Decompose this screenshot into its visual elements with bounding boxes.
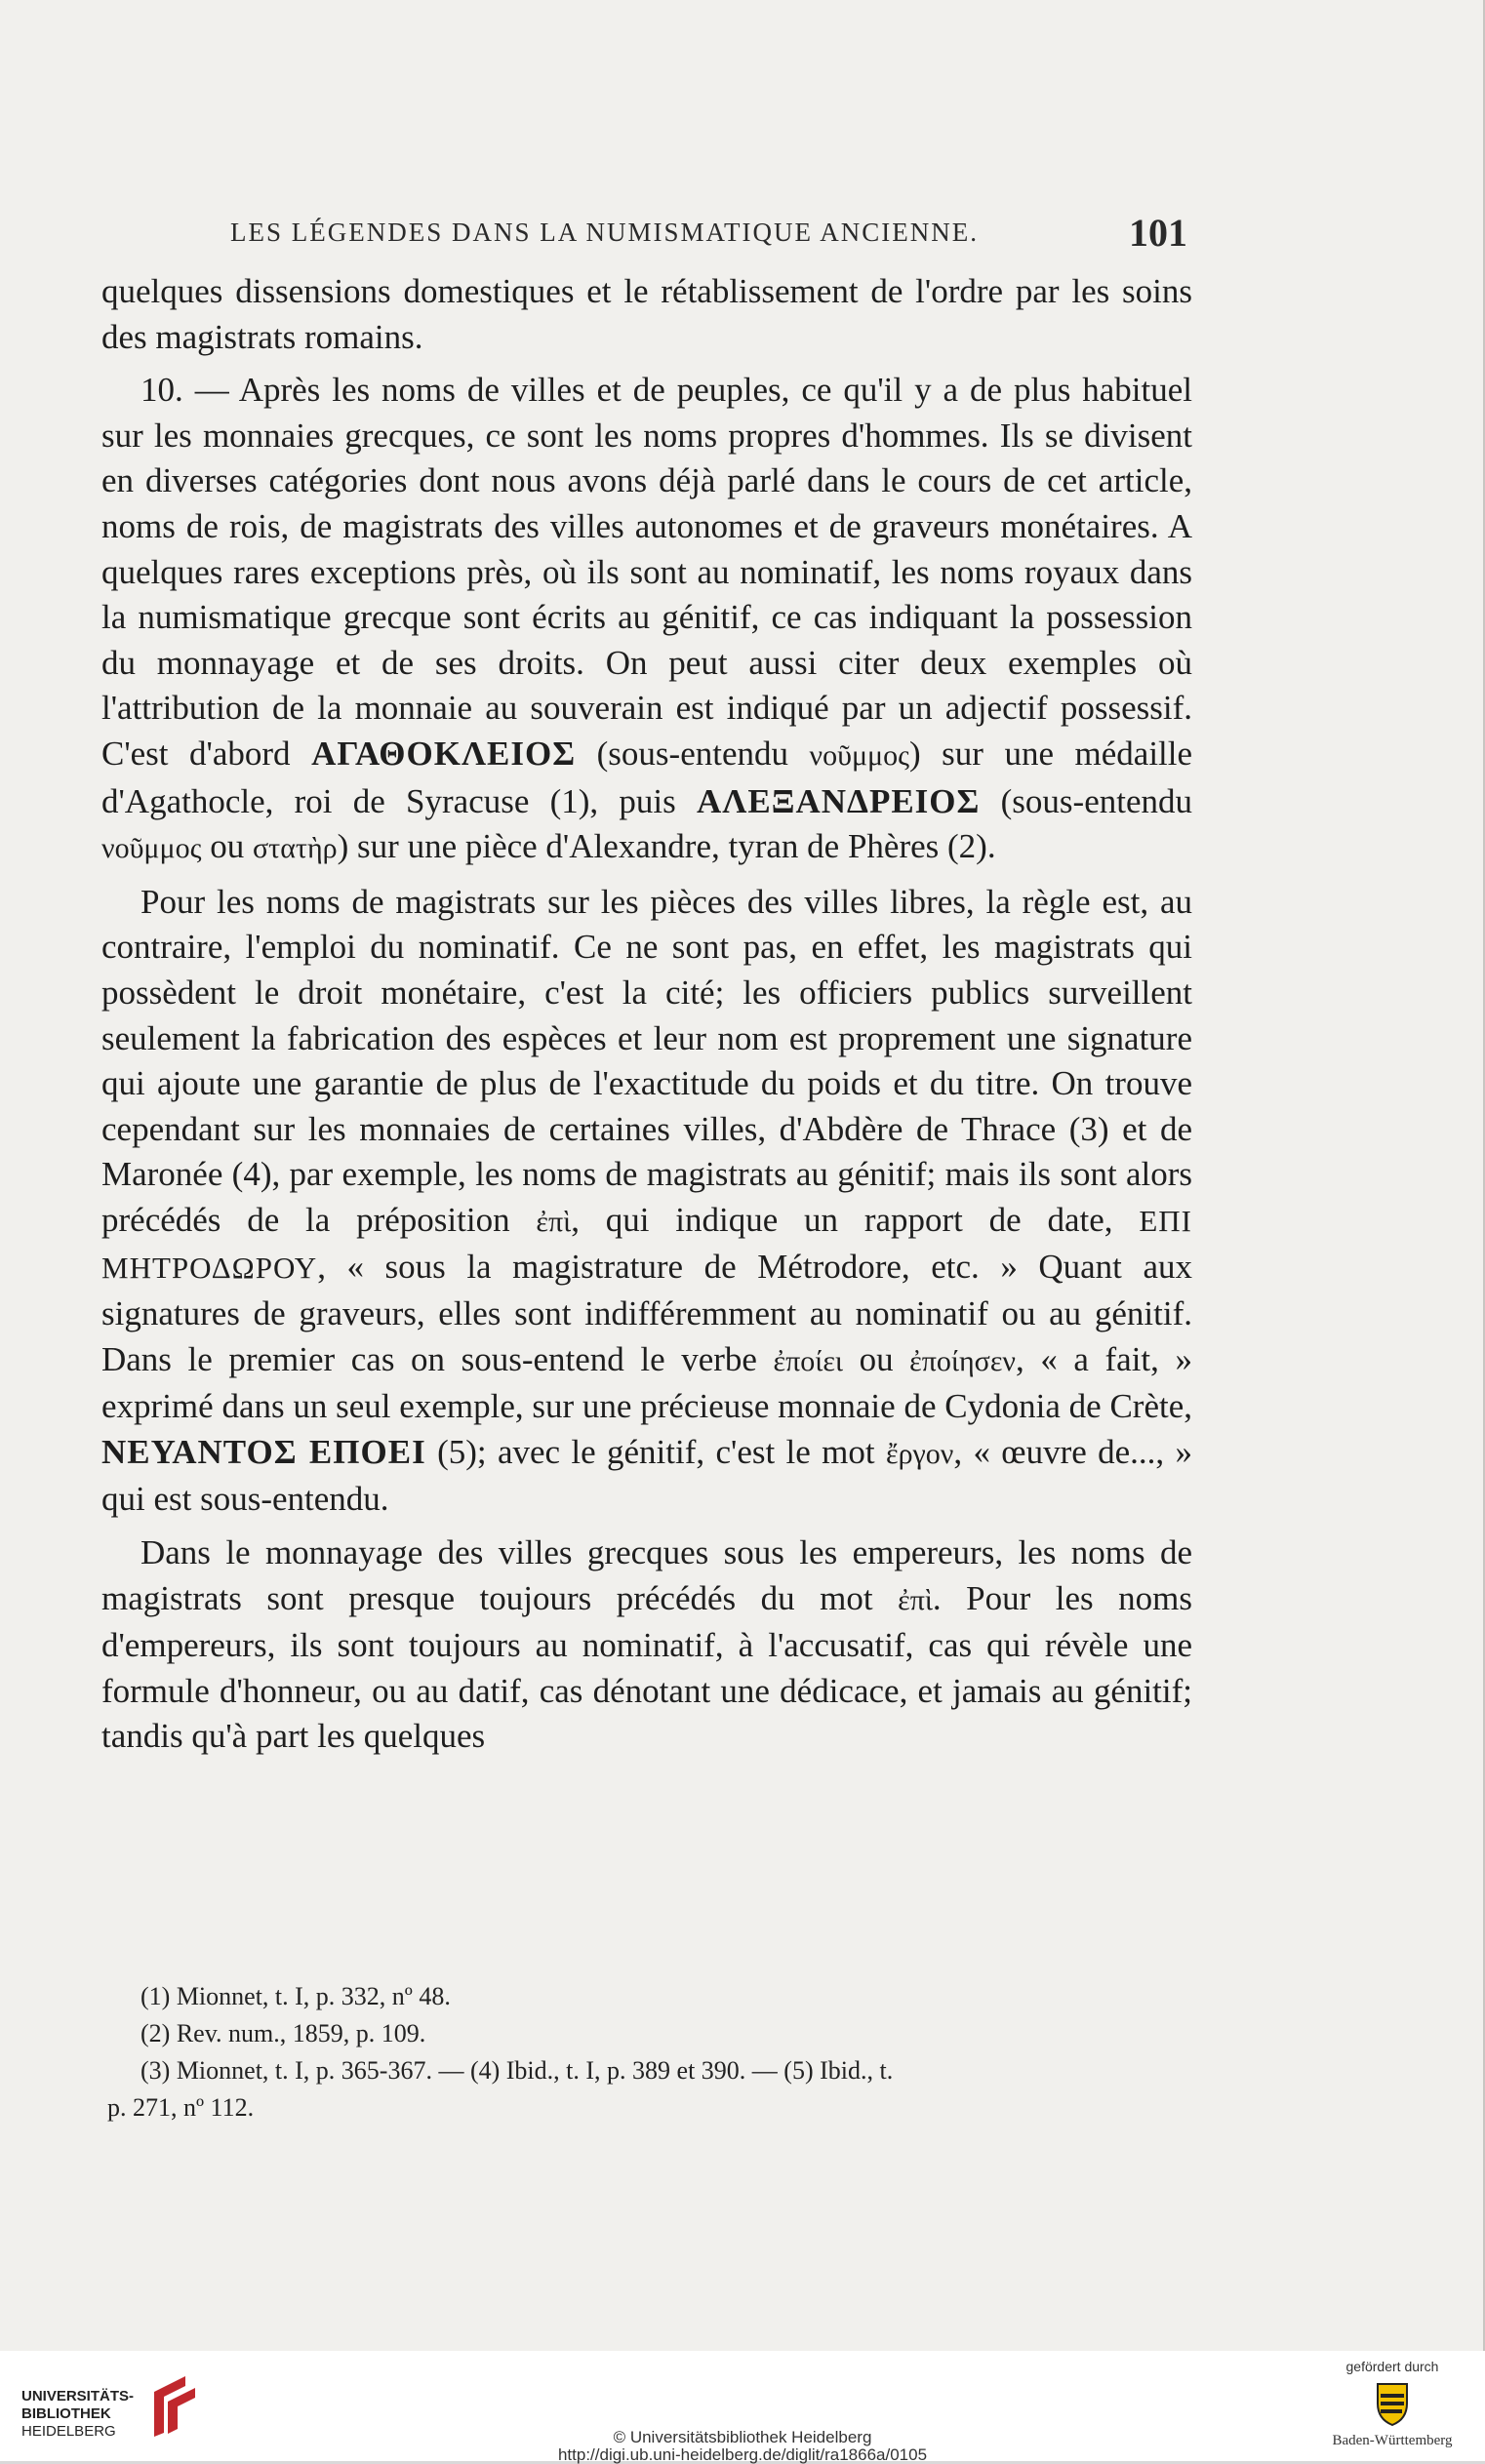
greek-legend: ΑΛΕΞΑΝΔΡΕΙΟΣ (697, 781, 981, 820)
text-run: (sous-entendu (596, 734, 788, 773)
text-run: , qui indique un rapport de date, (571, 1200, 1113, 1239)
text-run: , « sous la magistrature de Métrodore, etc. » Quant aux signatures de graveurs, elles sont indifféremment au nominatif ou au génitif. Dans le premier cas on sous-entend le verbe (101, 1248, 1192, 1378)
footer-bar (0, 2351, 1485, 2464)
greek-legend: ΝΕΥΑΝΤΟΣ ΕΠΟΕΙ (101, 1432, 426, 1471)
text-run: 10. — Après les noms de villes et de peuples, ce qu'il y a de plus habituel sur les monnaies grecques, ce sont les noms propres d'hommes. Ils se divisent en diverses catégories dont nous avons déjà parlé dans le cours de cet article, noms de rois, de magistrats des villes autonomes et de graveurs monétaires. A quelques rares exceptions près, où ils sont au nominatif, les noms royaux dans la numismatique grecque sont écrits au génitif, ce cas indiquant la possession du monnayage et de ses droits. On peut aussi citer deux exemples où l'attribution de la monnaie au souverain est indiqué par un adjectif possessif. C'est d'abord (101, 371, 1192, 773)
coat-of-arms-icon (1368, 2380, 1417, 2427)
library-line-1: UNIVERSITÄTS- (21, 2388, 135, 2404)
page-number: 101 (1129, 211, 1187, 255)
footnote-3-continuation: p. 271, nº 112. (107, 2093, 255, 2122)
sponsor-name: Baden-Württemberg (1332, 2433, 1453, 2448)
text-run: Pour les noms de magistrats sur les pièces des villes libres, la règle est, au contraire, l'emploi du nominatif. Ce ne sont pas, en effet, les magistrats qui possèdent le droit monétaire, c'est la cité; les officiers publics surveillent seulement la fabrication des espèces et leur nom est proprement une signature qui ajoute une garantie de plus de l'exactitude du poids et du titre. On trouve cependant sur les monnaies de certaines villes, d'Abdère de Thrace (3) et de Maronée (4), par exemple, les noms de magistrats au génitif; mais ils sont alors précédés de la préposition (101, 882, 1192, 1239)
sponsor-label: gefördert durch (1345, 2359, 1439, 2374)
footnote-3: (3) Mionnet, t. I, p. 365-367. — (4) Ibid., t. I, p. 389 et 390. — (5) Ibid., t. (140, 2056, 894, 2085)
text-run: ou (210, 827, 245, 866)
text-run: (sous-entendu (1000, 781, 1192, 820)
running-header (230, 210, 1187, 255)
greek-legend: ΑΓΑΘΟΚΛΕΙΟΣ (311, 734, 577, 773)
paragraph-magistrats (101, 880, 1192, 1523)
footnote-2: (2) Rev. num., 1859, p. 109. (140, 2019, 426, 2047)
text-run: . Pour les noms d'empereurs, ils sont toujours au nominatif, à l'accusatif, cas qui révèle une formule d'honneur, ou au datif, cas dénotant une dédicace, et jamais au génitif; tandis qu'à part les quelques (101, 1578, 1192, 1756)
paragraph-empereurs (101, 1530, 1192, 1760)
library-line-2: BIBLIOTHEK (21, 2405, 111, 2422)
paragraph-10 (101, 368, 1192, 872)
text-run: ) sur une pièce d'Alexandre, tyran de Phères (2). (337, 827, 996, 866)
sponsor-block (1319, 2359, 1465, 2449)
greek-word: ἐπὶ (536, 1205, 572, 1238)
text-run: ) sur une médaille d'Agathocle, roi de Syracuse (1), puis (101, 734, 1193, 820)
library-line-3: HEIDELBERG (21, 2423, 116, 2440)
permalink-url[interactable]: http://digi.ub.uni-heidelberg.de/diglit/ra1866a/0105 (557, 2445, 928, 2464)
copyright-text: © Universitätsbibliothek Heidelberg (613, 2428, 872, 2446)
greek-word: ἐποίει (773, 1344, 843, 1377)
text-run: (5); avec le génitif, c'est le mot (437, 1432, 875, 1471)
greek-legend: ΕΠΙ ΜΗΤΡΟΔΩΡΟΥ (101, 1203, 1193, 1286)
footnotes (107, 1978, 1190, 2126)
greek-word: ἐποίησεν (909, 1344, 1016, 1377)
greek-word: νοῦμμος (101, 832, 202, 865)
text-run: Dans le monnayage des villes grecques sous les empereurs, les noms de magistrats sont presque toujours précédés du mot (101, 1533, 1192, 1617)
greek-word: ἐπὶ (898, 1583, 933, 1616)
greek-word: ἔργον (885, 1437, 954, 1470)
footnote-1: (1) Mionnet, t. I, p. 332, nº 48. (140, 1982, 451, 2010)
greek-word: νοῦμμος (809, 738, 909, 772)
text-run: ou (859, 1339, 894, 1378)
running-title: LES LÉGENDES DANS LA NUMISMATIQUE ANCIENNE. (230, 218, 979, 247)
body-text (101, 269, 1192, 1760)
greek-word: στατὴρ (252, 832, 338, 865)
paragraph-continuation: quelques dissensions domestiques et le rétablissement de l'ordre par les soins des magistrats romains. (101, 272, 1192, 356)
copyright-notice (0, 2429, 1485, 2464)
text-run: , « a fait, » exprimé dans un seul exemple, sur une précieuse monnaie de Cydonia de Crète, (101, 1339, 1192, 1426)
text-run: , « œuvre de..., » qui est sous-entendu. (101, 1432, 1193, 1519)
